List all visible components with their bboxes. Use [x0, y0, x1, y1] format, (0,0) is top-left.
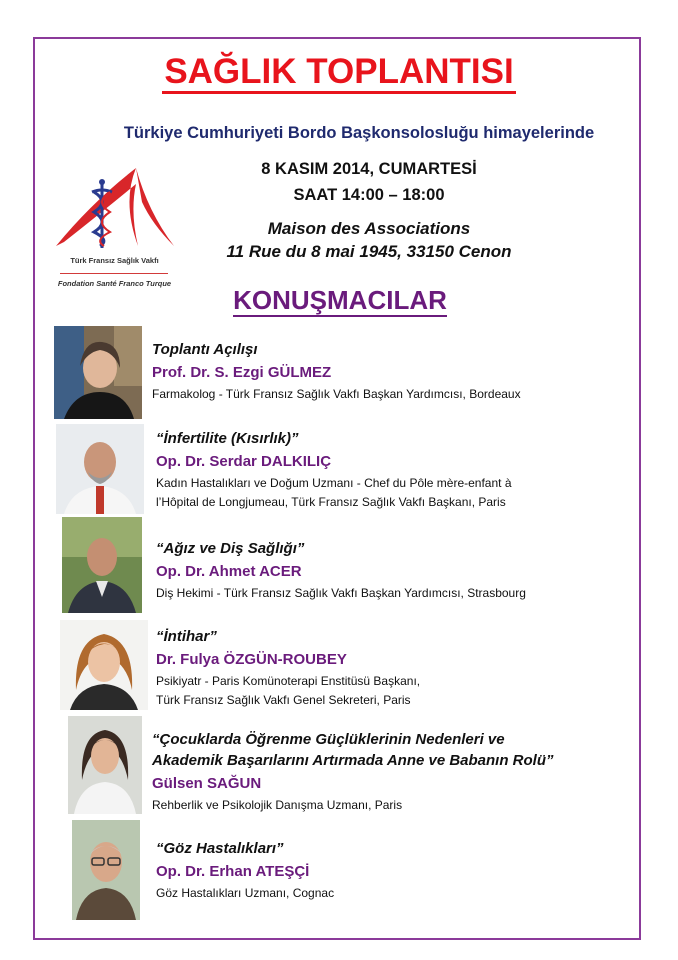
speaker-topic: “İnfertilite (Kısırlık)”	[156, 430, 299, 447]
speaker-name: Op. Dr. Ahmet ACER	[156, 563, 302, 580]
speaker-desc: l’Hôpital de Longjumeau, Türk Fransız Sağlık Vakfı Başkanı, Paris	[156, 495, 506, 509]
speaker-name: Prof. Dr. S. Ezgi GÜLMEZ	[152, 364, 332, 381]
logo-divider	[60, 273, 168, 274]
speaker-photo	[68, 716, 142, 814]
speaker-desc: Diş Hekimi - Türk Fransız Sağlık Vakfı Başkan Yardımcısı, Strasbourg	[156, 586, 526, 600]
speaker-topic-cont: Akademik Başarılarını Artırmada Anne ve Babanın Rolü”	[152, 752, 554, 769]
speaker-topic: “Ağız ve Diş Sağlığı”	[156, 540, 305, 557]
speakers-heading: KONUŞMACILAR	[233, 285, 447, 315]
speaker-photo	[72, 820, 140, 920]
speaker-topic: “İntihar”	[156, 628, 217, 645]
speaker-name: Gülsen SAĞUN	[152, 775, 262, 792]
logo-name-fr: Fondation Santé Franco Turque	[57, 279, 172, 288]
logo-name-tr: Türk Fransız Sağlık Vakfı	[70, 256, 159, 265]
speaker-photo	[62, 517, 142, 613]
speaker-name: Op. Dr. Serdar DALKILIÇ	[156, 453, 332, 470]
speaker-desc: Göz Hastalıkları Uzmanı, Cognac	[156, 886, 335, 900]
speaker-desc: Psikiyatr - Paris Komünoterapi Enstitüsü Başkanı,	[156, 674, 421, 688]
speaker-photo	[54, 326, 142, 419]
event-address: 11 Rue du 8 mai 1945, 33150 Cenon	[226, 242, 512, 261]
caduceus-icon	[52, 162, 177, 290]
speaker-topic: “Göz Hastalıkları”	[156, 840, 284, 857]
speaker-desc: Rehberlik ve Psikolojik Danışma Uzmanı, Paris	[152, 798, 403, 812]
speaker-photo	[60, 620, 148, 710]
speaker-topic: “Çocuklarda Öğrenme Güçlüklerinin Nedenleri ve	[152, 731, 505, 748]
speaker-name: Op. Dr. Erhan ATEŞÇİ	[156, 863, 310, 880]
speaker-desc: Kadın Hastalıkları ve Doğum Uzmanı - Chef du Pôle mère-enfant à	[156, 476, 512, 490]
speaker-topic: Toplantı Açılışı	[152, 341, 258, 358]
event-date: 8 KASIM 2014, CUMARTESİ	[261, 160, 477, 178]
speaker-photo	[56, 424, 144, 514]
foundation-logo	[52, 162, 177, 290]
event-time: SAAT 14:00 – 18:00	[293, 186, 445, 204]
speaker-name: Dr. Fulya ÖZGÜN-ROUBEY	[156, 651, 347, 668]
speaker-desc: Farmakolog - Türk Fransız Sağlık Vakfı Başkan Yardımcısı, Bordeaux	[152, 387, 521, 401]
speaker-desc: Türk Fransız Sağlık Vakfı Genel Sekreteri, Paris	[156, 693, 411, 707]
page-title: SAĞLIK TOPLANTISI	[0, 52, 678, 92]
event-venue: Maison des Associations	[267, 219, 471, 238]
subtitle: Türkiye Cumhuriyeti Bordo Başkonsolosluğu himayelerinde	[123, 124, 595, 142]
